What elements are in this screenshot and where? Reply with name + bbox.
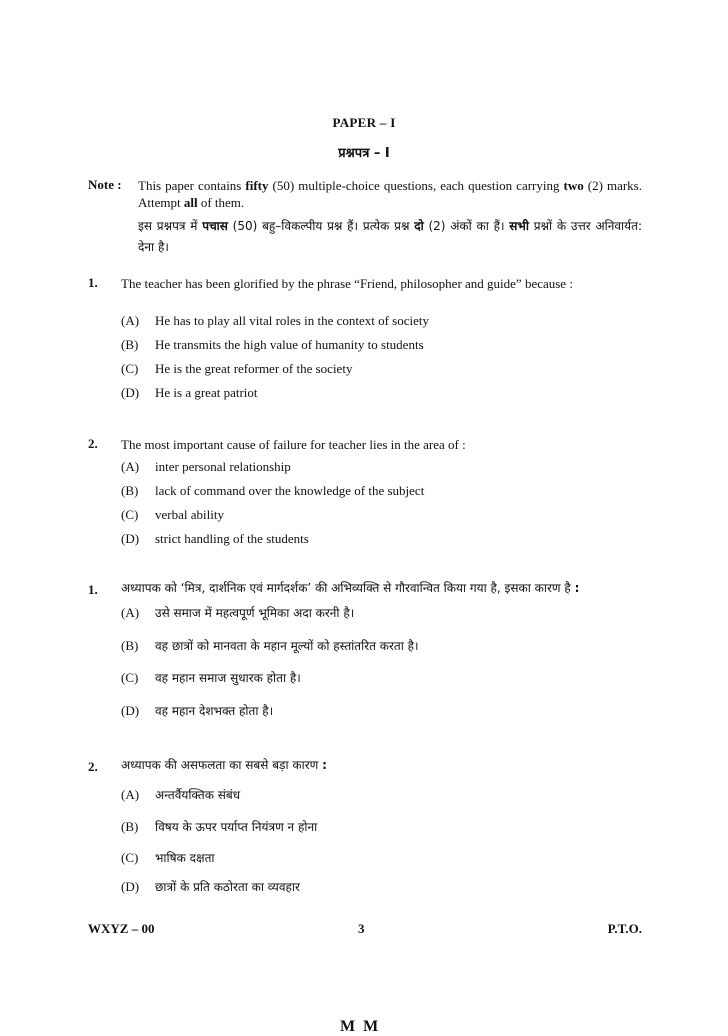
option-text: He has to play all vital roles in the context of society	[155, 313, 430, 328]
question-text-hindi: अध्यापक की असफलता का सबसे बड़ा कारण :	[121, 758, 327, 772]
note-label: Note :	[88, 177, 122, 192]
option-text: He is the great reformer of the society	[155, 361, 353, 376]
option-item	[121, 529, 642, 549]
option-item	[121, 335, 642, 355]
option-label: (A)	[121, 459, 140, 474]
option-label: (B)	[121, 638, 139, 653]
option-text: विषय के ऊपर पर्याप्त नियंत्रण न होना	[155, 820, 318, 834]
option-label: (B)	[121, 819, 139, 834]
note-text-hindi: इस प्रश्नपत्र में पचास (50) बहु–विकल्पीय प्रश्न हैं। प्रत्येक प्रश्न दो (2) अंकों का हैं। सभी प्रश्नों के उत्तर अनिवार्यत: देना है।	[138, 219, 643, 254]
option-item	[121, 603, 642, 623]
question-number: 1.	[88, 275, 98, 290]
option-text: छात्रों के प्रति कठोरता का व्यवहार	[155, 880, 300, 894]
question-text: The teacher has been glorified by the phrase “Friend, philosopher and guide” because :	[121, 276, 573, 291]
question-number-hindi: 1.	[88, 582, 98, 597]
paper-title-hindi: प्रश्नपत्र – I	[338, 146, 390, 161]
question-number-hindi: 2.	[88, 759, 98, 774]
question-text-hindi: अध्यापक को ‘मित्र, दार्शनिक एवं मार्गदर्शक’ की अभिव्यक्ति से गौरवान्वित किया गया है, इसका कारण है :	[121, 581, 580, 595]
option-item	[121, 311, 642, 331]
option-text: strict handling of the students	[155, 531, 309, 546]
option-label: (B)	[121, 483, 139, 498]
paper-title: PAPER – I	[332, 115, 396, 130]
option-label: (D)	[121, 531, 140, 546]
option-item	[121, 457, 642, 477]
option-item	[121, 701, 642, 721]
option-item	[121, 848, 642, 868]
option-text: भाषिक दक्षता	[155, 851, 215, 865]
option-label: (B)	[121, 337, 139, 352]
option-text: उसे समाज में महत्वपूर्ण भूमिका अदा करनी है।	[155, 606, 355, 620]
option-label: (A)	[121, 605, 140, 620]
option-label: (D)	[121, 703, 140, 718]
paper-code: WXYZ – 00	[88, 921, 155, 936]
bottom-cut-text: M M	[340, 1018, 381, 1035]
option-item	[121, 817, 642, 837]
option-text: वह छात्रों को मानवता के महान मूल्यों को हस्तांतरित करता है।	[155, 639, 419, 653]
option-text: अन्तर्वैयक्तिक संबंध	[155, 788, 241, 802]
option-item	[121, 636, 642, 656]
option-label: (A)	[121, 313, 140, 328]
option-text: inter personal relationship	[155, 459, 291, 474]
option-label: (D)	[121, 385, 140, 400]
option-label: (C)	[121, 507, 139, 522]
option-item	[121, 668, 642, 688]
option-label: (C)	[121, 670, 139, 685]
note-text-english: This paper contains fifty (50) multiple-choice questions, each question carrying two (2) marks. Attempt all of them.	[138, 178, 642, 210]
page-number: 3	[358, 921, 365, 936]
question-number: 2.	[88, 436, 98, 451]
question-text: The most important cause of failure for teacher lies in the area of :	[121, 437, 466, 452]
option-item	[121, 877, 642, 897]
option-text: वह महान देशभक्त होता है।	[155, 704, 274, 718]
option-item	[121, 359, 642, 379]
option-label: (D)	[121, 879, 140, 894]
option-text: He transmits the high value of humanity to students	[155, 337, 424, 352]
option-text: lack of command over the knowledge of the subject	[155, 483, 425, 498]
option-label: (C)	[121, 850, 139, 865]
option-text: He is a great patriot	[155, 385, 258, 400]
please-turn-over: P.T.O.	[607, 921, 642, 936]
option-item	[121, 383, 642, 403]
option-label: (A)	[121, 787, 140, 802]
option-item	[121, 785, 642, 805]
option-item	[121, 481, 642, 501]
option-label: (C)	[121, 361, 139, 376]
option-text: verbal ability	[155, 507, 224, 522]
option-item	[121, 505, 642, 525]
option-text: वह महान समाज सुधारक होता है।	[155, 671, 301, 685]
